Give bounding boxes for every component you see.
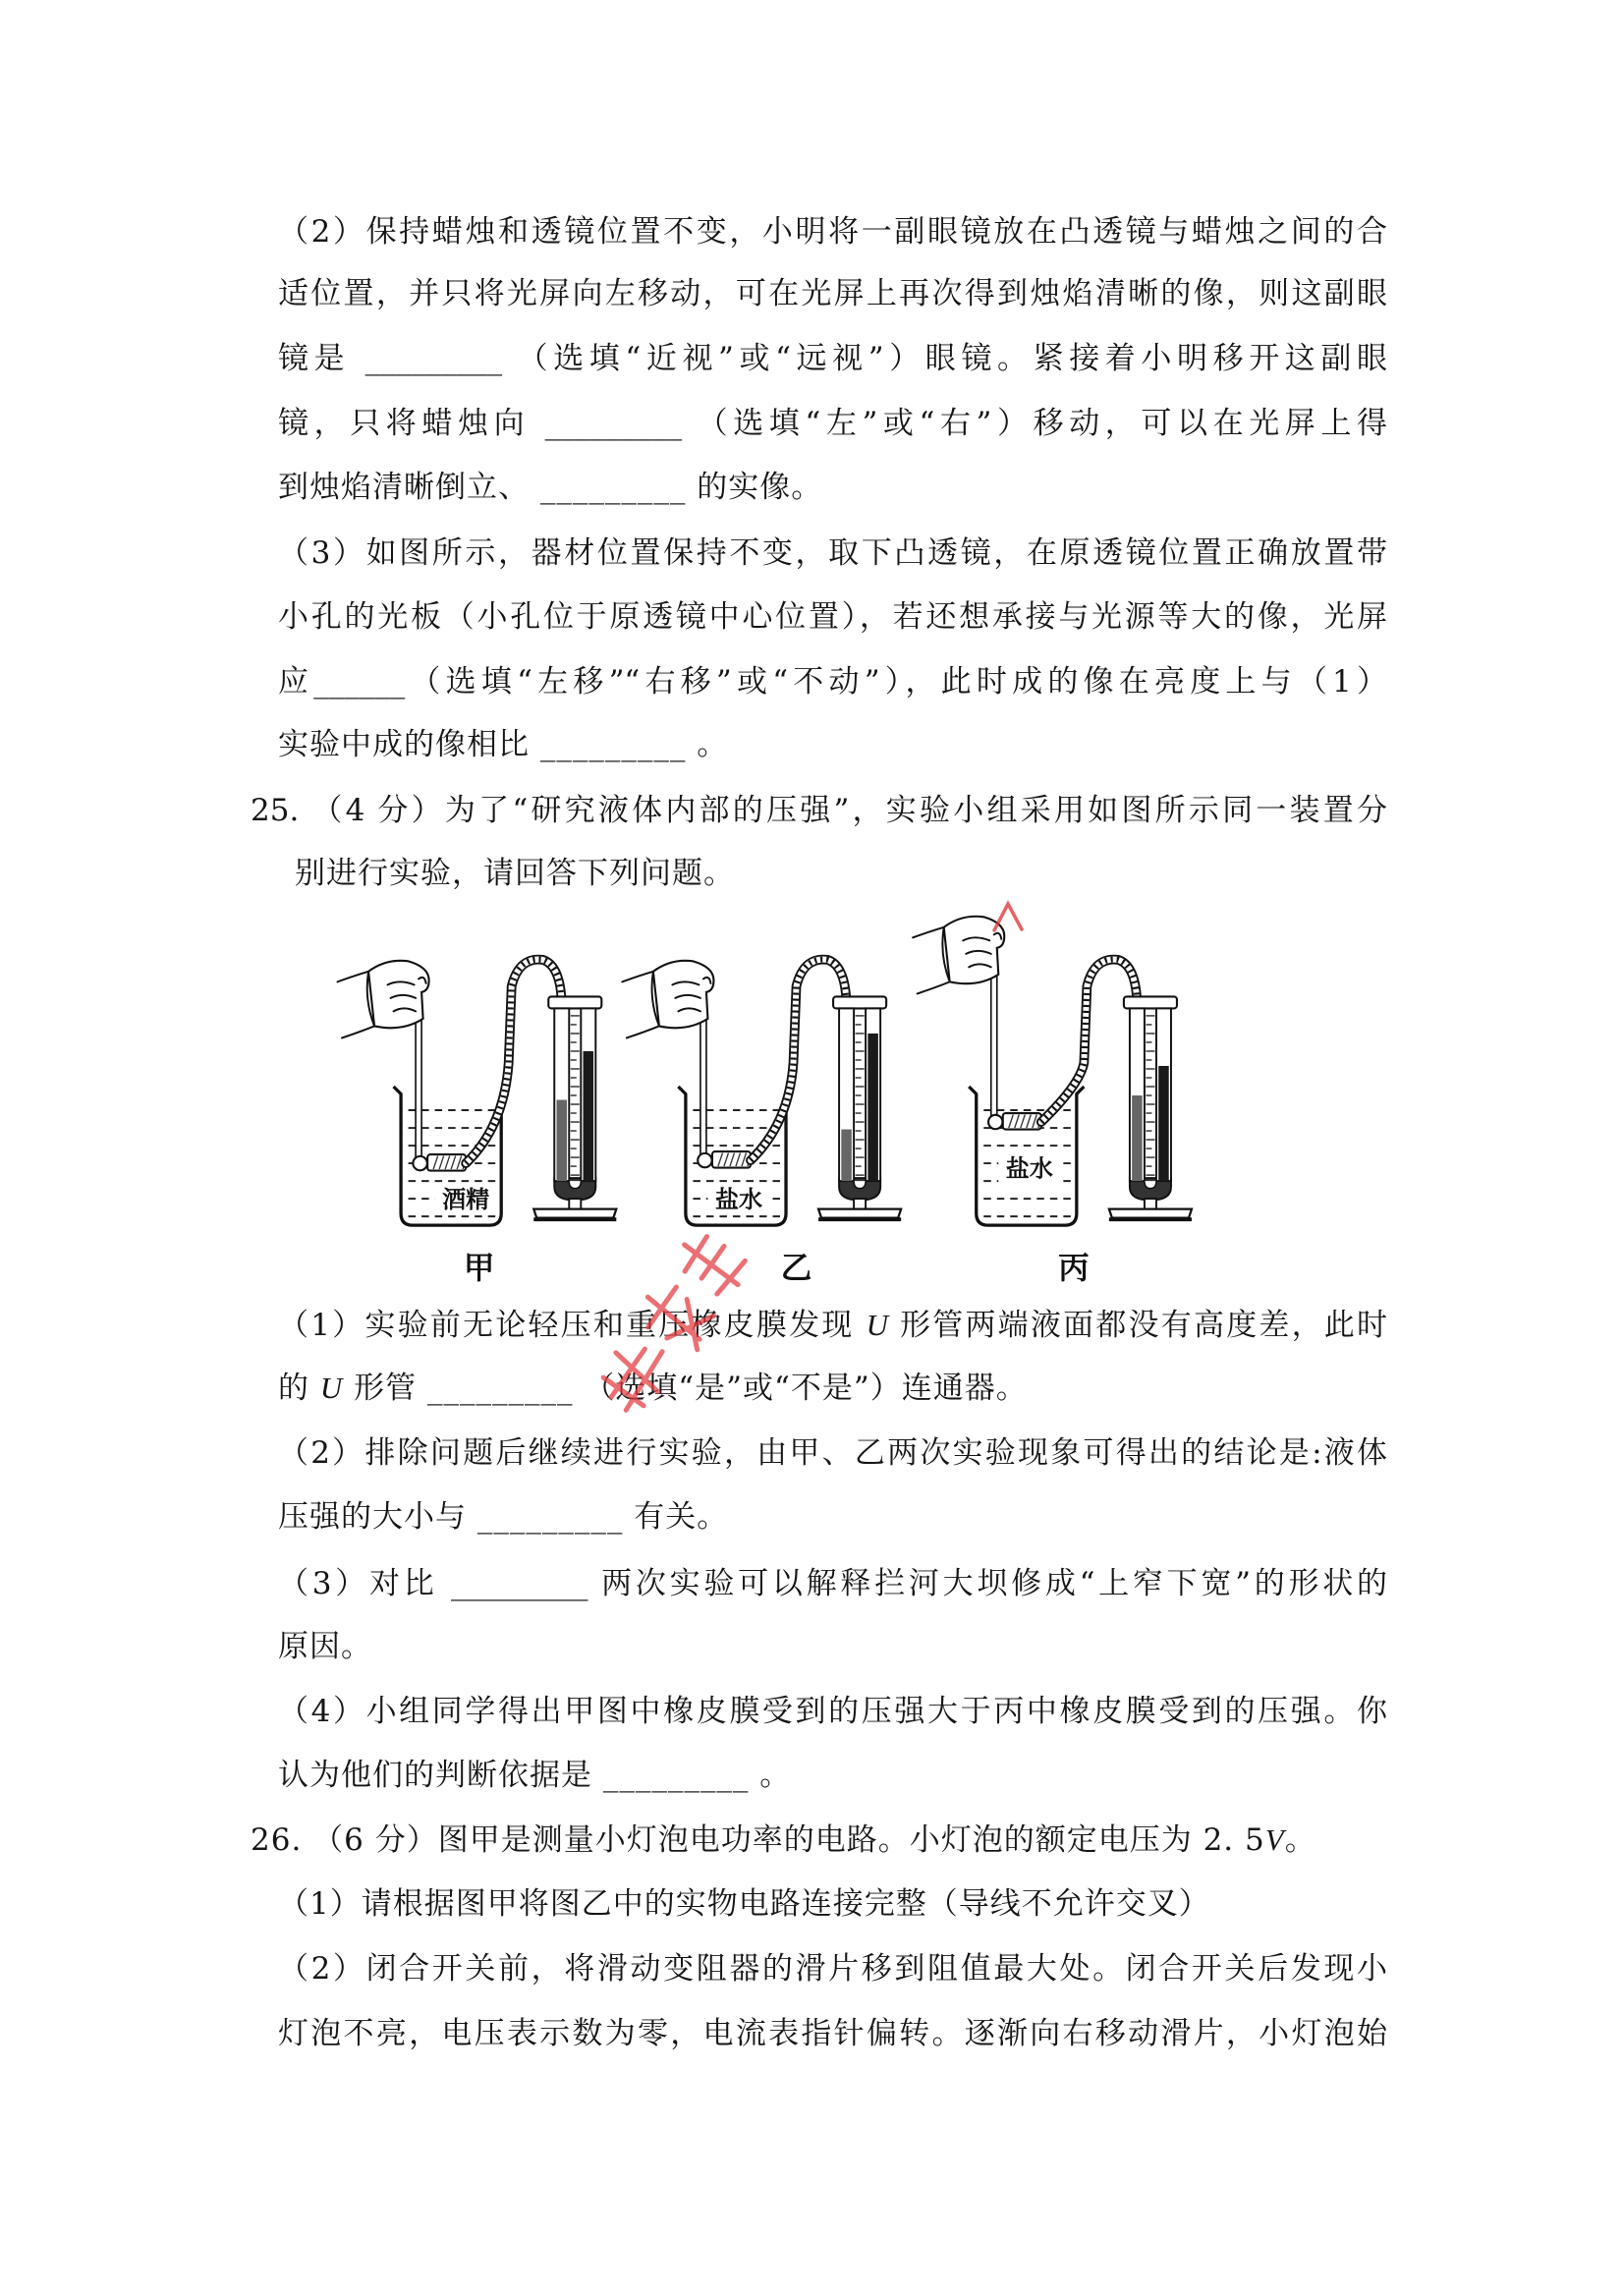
- q25-part2-line: （2）排除问题后继续进行实验，由甲、乙两次实验现象可得出的结论是:液体: [278, 1435, 1387, 1471]
- q25-stem-line: 25. （4 分）为了“研究液体内部的压强”，实验小组采用如图所示同一装置分: [251, 793, 1387, 828]
- rubber-tube: [751, 960, 847, 1160]
- rubber-membrane: [698, 1153, 711, 1167]
- q26-part2-line: （2）闭合开关前，将滑动变阻器的滑片移到阻值最大处。闭合开关后发现小: [278, 1951, 1387, 1987]
- stand-base: [1109, 1209, 1192, 1218]
- left-liquid-column: [557, 1100, 568, 1182]
- q24-part2-line: 镜是 _________ （选填“近视”或“远视”）眼镜。紧接着小明移开这副眼: [278, 341, 1387, 376]
- q24-part2-line: 到烛焰清晰倒立、 _________ 的实像。: [278, 470, 823, 505]
- variable-symbol: U: [866, 1308, 888, 1342]
- q25-part2-line: 压强的大小与 _________ 有关。: [278, 1499, 729, 1535]
- q25-stem-line: 别进行实验，请回答下列问题。: [295, 856, 735, 891]
- left-liquid-column: [1132, 1095, 1143, 1181]
- apparatus-bing: [913, 917, 1192, 1225]
- figure-label-yi: 乙: [780, 1251, 812, 1287]
- line-text: 形管两端液面都没有高度差，此时: [887, 1308, 1388, 1343]
- beaker-liquid-label: 盐水: [714, 1186, 762, 1214]
- q26-part2-line: 灯泡不亮，电压表示数为零，电流表指针偏转。逐渐向右移动滑片，小灯泡始: [278, 2016, 1387, 2051]
- q26-stem-line: [251, 1819, 1387, 1862]
- figure-label-jia: 甲: [463, 1251, 495, 1287]
- q25-part1-line: [278, 1367, 1387, 1410]
- hand-palm: [653, 961, 714, 1028]
- beaker-liquid-label: 酒精: [442, 1186, 490, 1214]
- stand: [818, 1199, 901, 1219]
- u-tube-scale: [1146, 1016, 1154, 1175]
- u-tube-top-clamp: [548, 996, 601, 1008]
- q24-part3-line: 实验中成的像相比 _________ 。: [278, 727, 729, 762]
- hand-palm: [944, 917, 1005, 983]
- u-tube-top-clamp: [1124, 996, 1177, 1008]
- liquid-pressure-experiment-figure: [324, 893, 1209, 1292]
- stand: [1109, 1199, 1192, 1219]
- line-text: 。: [1284, 1822, 1316, 1858]
- beaker-liquid-label: 盐水: [1005, 1154, 1053, 1183]
- stand-base: [818, 1209, 901, 1218]
- right-liquid-column: [584, 1051, 594, 1181]
- u-tube-manometer: [548, 996, 601, 1200]
- u-tube-manometer: [1124, 996, 1177, 1200]
- line-text: 形管 _________ （选填“是”或“不是”）连通器。: [343, 1371, 1028, 1406]
- q25-part4-line: 认为他们的判断依据是 _________ 。: [278, 1758, 792, 1793]
- variable-symbol: U: [319, 1371, 344, 1405]
- right-liquid-column: [867, 1034, 878, 1181]
- u-tube-scale: [571, 1016, 580, 1175]
- u-tube-manometer: [833, 996, 886, 1200]
- u-tube-inner-bend: [854, 1181, 866, 1189]
- figure-label-bing: 丙: [1058, 1251, 1090, 1287]
- line-text: （1）实验前无论轻压和重压橡皮膜发现: [278, 1308, 867, 1343]
- q25-part3-line: （3）对比 _________ 两次实验可以解释拦河大坝修成“上窄下宽”的形状的: [278, 1566, 1387, 1601]
- q24-part2-line: 适位置，并只将光屏向左移动，可在光屏上再次得到烛焰清晰的像，则这副眼: [278, 276, 1387, 311]
- left-liquid-column: [841, 1130, 852, 1182]
- q24-part3-line: （3）如图所示，器材位置保持不变，取下凸透镜，在原透镜位置正确放置带: [278, 535, 1387, 571]
- q25-part3-line: 原因。: [278, 1629, 372, 1664]
- q25-part1-line: [278, 1304, 1387, 1347]
- q24-part3-line: 应______（选填“左移”“右移”或“不动”），此时成的像在亮度上与（1）: [278, 664, 1387, 700]
- q24-part3-line: 小孔的光板（小孔位于原透镜中心位置），若还想承接与光源等大的像，光屏: [278, 599, 1387, 635]
- rubber-tube: [466, 960, 562, 1164]
- stand-base: [533, 1209, 616, 1218]
- stand-post: [569, 1199, 581, 1209]
- right-liquid-column: [1158, 1066, 1169, 1181]
- hand-palm: [368, 961, 429, 1028]
- line-text: 26. （6 分）图甲是测量小灯泡电功率的电路。小灯泡的额定电压为 2. 5: [251, 1822, 1265, 1858]
- stand-post: [854, 1199, 866, 1209]
- u-tube-inner-bend: [1145, 1181, 1156, 1189]
- rubber-membrane: [413, 1156, 426, 1170]
- q24-part2-line: （2）保持蜡烛和透镜位置不变，小明将一副眼镜放在凸透镜与蜡烛之间的合: [278, 214, 1387, 250]
- q24-part2-line: 镜，只将蜡烛向 _________ （选填“左”或“右”）移动，可以在光屏上得: [278, 406, 1387, 441]
- u-tube-scale: [856, 1016, 865, 1175]
- u-tube-inner-bend: [569, 1181, 581, 1189]
- apparatus-yi: [622, 960, 901, 1226]
- rubber-membrane: [988, 1115, 1002, 1129]
- q26-part1-line: （1）请根据图甲将图乙中的实物电路连接完整（导线不允许交叉）: [278, 1886, 1210, 1922]
- q25-part4-line: （4）小组同学得出甲图中橡皮膜受到的压强大于丙中橡皮膜受到的压强。你: [278, 1694, 1387, 1729]
- rubber-tube-core: [751, 960, 847, 1160]
- variable-symbol: V: [1264, 1822, 1285, 1857]
- u-tube-top-clamp: [833, 996, 886, 1008]
- apparatus-jia: [338, 960, 617, 1226]
- rubber-tube: [1041, 960, 1138, 1122]
- line-text: 的: [278, 1371, 320, 1406]
- rubber-tube-twist: [466, 960, 562, 1164]
- stand-post: [1145, 1199, 1156, 1209]
- stand: [533, 1199, 616, 1219]
